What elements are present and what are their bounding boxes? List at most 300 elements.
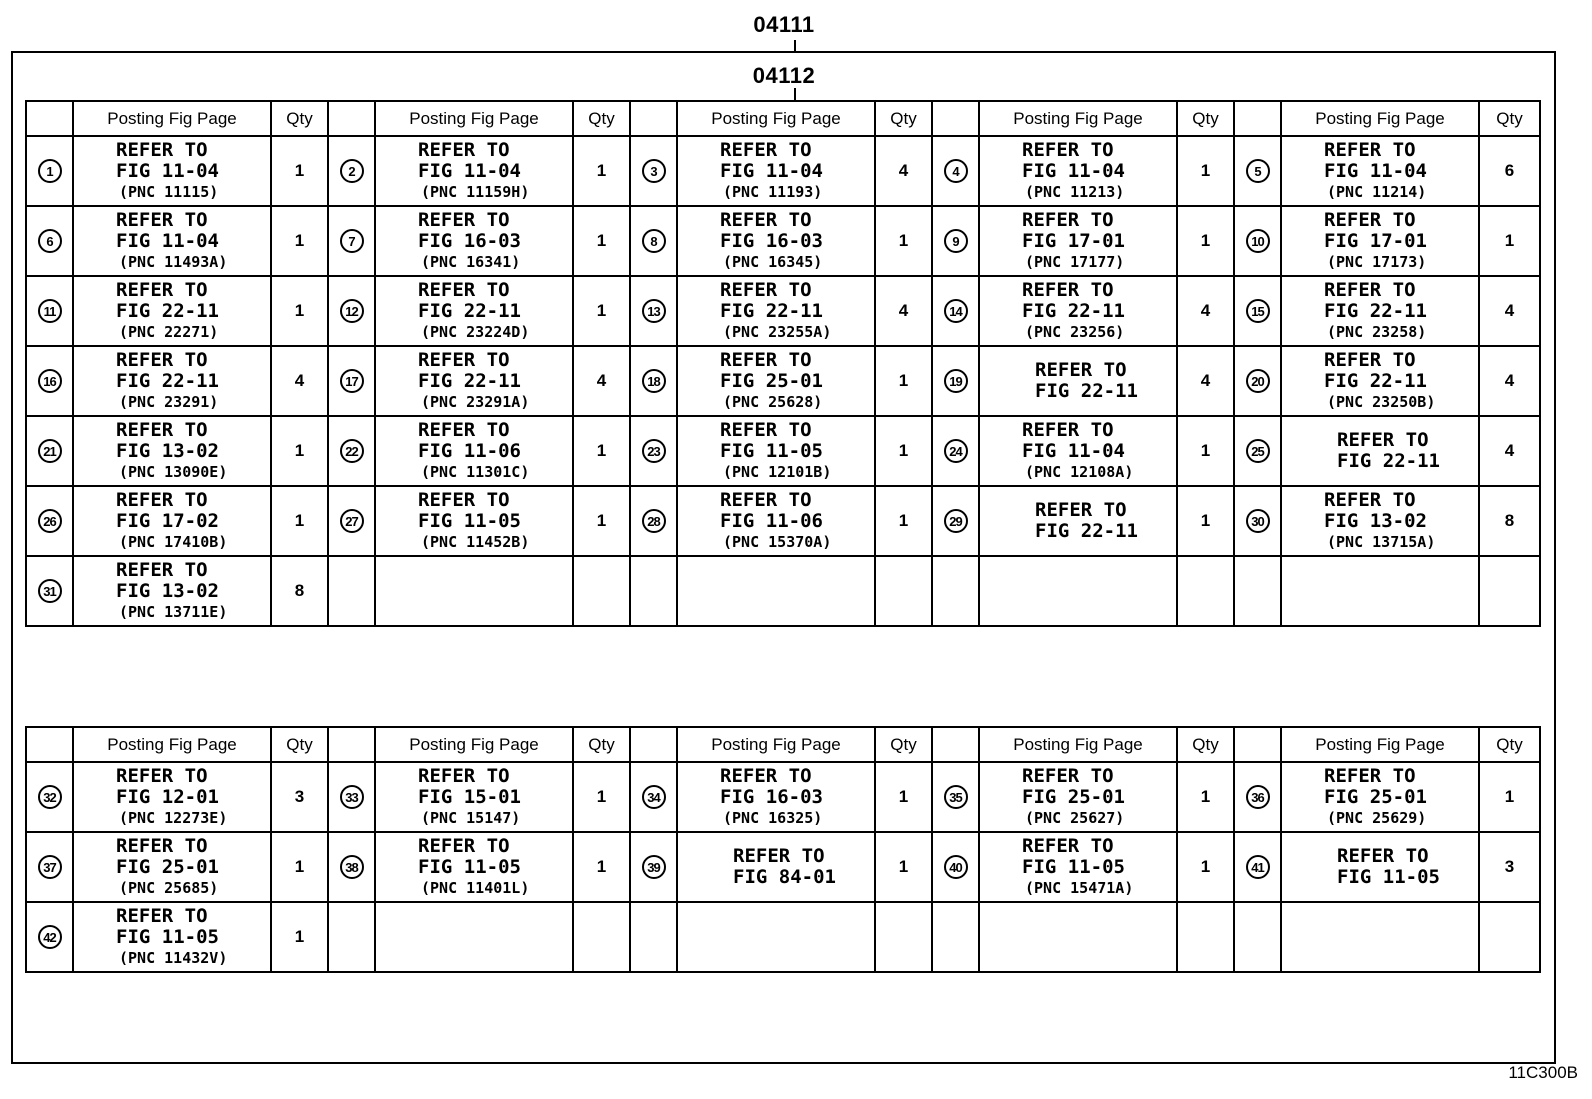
figure-reference: FIG 22-11 — [1324, 299, 1427, 322]
refer-to-label: REFER TO — [116, 904, 208, 927]
posting-ref-cell — [1281, 832, 1479, 902]
item-number-badge: 9 — [944, 229, 968, 253]
refer-to-text — [1282, 766, 1478, 829]
pnc-reference: (PNC 25628) — [723, 392, 823, 411]
item-number-badge: 11 — [38, 299, 62, 323]
refer-to-text — [1282, 350, 1478, 413]
posting-ref-cell — [73, 416, 271, 486]
item-number-cell — [26, 206, 73, 276]
table-row — [26, 136, 1540, 206]
item-number-badge: 38 — [340, 855, 364, 879]
item-number-cell — [630, 416, 677, 486]
figure-reference: FIG 11-04 — [418, 159, 521, 182]
qty-cell: 6 — [1479, 136, 1540, 206]
pnc-reference: (PNC 16341) — [421, 252, 521, 271]
refer-to-text — [1282, 430, 1478, 472]
pnc-reference: (PNC 15147) — [421, 808, 521, 827]
refer-to-label: REFER TO — [720, 138, 812, 161]
item-number-badge: 18 — [642, 369, 666, 393]
item-number-badge: 22 — [340, 439, 364, 463]
refer-to-text — [980, 836, 1176, 899]
qty-cell: 1 — [271, 206, 328, 276]
item-number-badge: 40 — [944, 855, 968, 879]
refer-to-label: REFER TO — [1022, 418, 1114, 441]
header-qty: Qty — [573, 727, 630, 762]
qty-cell: 4 — [1479, 276, 1540, 346]
qty-cell: 8 — [1479, 486, 1540, 556]
header-posting-fig-page: Posting Fig Page — [677, 101, 875, 136]
header-blank — [1234, 101, 1281, 136]
figure-reference: FIG 13-02 — [116, 579, 219, 602]
assembly-code-04111: 04111 — [753, 12, 815, 37]
item-number-cell — [1234, 832, 1281, 902]
refer-to-text — [376, 280, 572, 343]
posting-ref-cell — [1281, 206, 1479, 276]
refer-to-text — [74, 836, 270, 899]
refer-to-text — [980, 420, 1176, 483]
table-row — [26, 556, 1540, 626]
item-number-badge: 15 — [1246, 299, 1270, 323]
refer-to-text — [376, 836, 572, 899]
header-blank — [932, 727, 979, 762]
refer-to-text — [980, 766, 1176, 829]
qty-cell: 1 — [875, 762, 932, 832]
refer-to-text — [74, 766, 270, 829]
item-number-cell — [932, 486, 979, 556]
posting-ref-cell — [1281, 276, 1479, 346]
item-number-badge: 24 — [944, 439, 968, 463]
item-number-badge: 2 — [340, 159, 364, 183]
assembly-code-04112: 04112 — [752, 63, 816, 88]
qty-cell: 1 — [271, 832, 328, 902]
refer-to-label: REFER TO — [418, 418, 510, 441]
item-number-cell — [26, 346, 73, 416]
refer-to-text — [980, 210, 1176, 273]
item-number-cell — [26, 902, 73, 972]
qty-cell: 1 — [271, 276, 328, 346]
posting-ref-cell — [979, 206, 1177, 276]
figure-reference: FIG 22-11 — [1324, 369, 1427, 392]
posting-ref-cell — [1281, 556, 1479, 626]
item-number-cell — [630, 346, 677, 416]
qty-cell — [1479, 902, 1540, 972]
refer-to-text — [376, 140, 572, 203]
posting-ref-cell — [375, 276, 573, 346]
refer-to-label: REFER TO — [418, 348, 510, 371]
refer-to-label: REFER TO — [116, 418, 208, 441]
header-qty: Qty — [875, 101, 932, 136]
posting-ref-cell — [1281, 416, 1479, 486]
refer-to-text — [678, 140, 874, 203]
item-number-cell — [932, 136, 979, 206]
refer-to-label: REFER TO — [1022, 278, 1114, 301]
refer-to-label: REFER TO — [720, 488, 812, 511]
item-number-cell — [630, 902, 677, 972]
item-number-badge: 34 — [642, 785, 666, 809]
qty-cell: 1 — [1177, 416, 1234, 486]
posting-ref-cell — [979, 136, 1177, 206]
figure-reference: FIG 11-04 — [1022, 159, 1125, 182]
qty-cell — [1479, 556, 1540, 626]
refer-to-text — [678, 350, 874, 413]
figure-reference: FIG 25-01 — [1022, 785, 1125, 808]
figure-reference: FIG 11-05 — [1022, 855, 1125, 878]
qty-cell: 1 — [573, 276, 630, 346]
figure-reference: FIG 25-01 — [1324, 785, 1427, 808]
refer-to-text — [678, 280, 874, 343]
item-number-cell — [1234, 486, 1281, 556]
refer-to-text — [74, 490, 270, 553]
qty-cell — [1177, 902, 1234, 972]
posting-ref-cell — [375, 206, 573, 276]
figure-reference: FIG 11-05 — [1337, 866, 1440, 888]
refer-to-label: REFER TO — [418, 208, 510, 231]
refer-to-text — [980, 140, 1176, 203]
posting-ref-cell — [1281, 346, 1479, 416]
refer-to-label: REFER TO — [116, 208, 208, 231]
item-number-cell — [26, 416, 73, 486]
header-blank — [328, 101, 375, 136]
qty-cell: 1 — [271, 902, 328, 972]
refer-to-label: REFER TO — [1022, 764, 1114, 787]
item-number-badge: 16 — [38, 369, 62, 393]
item-number-badge: 32 — [38, 785, 62, 809]
item-number-badge: 1 — [38, 159, 62, 183]
refer-to-text — [376, 420, 572, 483]
item-number-cell — [328, 416, 375, 486]
pnc-reference: (PNC 13715A) — [1327, 532, 1436, 551]
item-number-cell — [328, 486, 375, 556]
header-posting-fig-page: Posting Fig Page — [375, 101, 573, 136]
item-number-badge: 3 — [642, 159, 666, 183]
posting-ref-cell — [73, 346, 271, 416]
pnc-reference: (PNC 11213) — [1025, 182, 1125, 201]
figure-reference: FIG 11-06 — [418, 439, 521, 462]
figure-reference: FIG 22-11 — [1337, 450, 1440, 472]
posting-ref-cell — [73, 762, 271, 832]
pnc-reference: (PNC 16325) — [723, 808, 823, 827]
refer-to-label: REFER TO — [116, 488, 208, 511]
refer-to-label: REFER TO — [1324, 138, 1416, 161]
refer-to-label: REFER TO — [418, 278, 510, 301]
qty-cell: 1 — [573, 136, 630, 206]
refer-to-text — [1282, 210, 1478, 273]
posting-ref-cell — [1281, 902, 1479, 972]
figure-reference: FIG 25-01 — [720, 369, 823, 392]
item-number-cell — [328, 136, 375, 206]
posting-ref-cell — [677, 416, 875, 486]
figure-reference: FIG 25-01 — [116, 855, 219, 878]
posting-ref-cell — [677, 902, 875, 972]
parts-table-2 — [25, 726, 1541, 973]
table-row — [26, 902, 1540, 972]
qty-cell: 1 — [875, 486, 932, 556]
item-number-cell — [932, 902, 979, 972]
figure-reference: FIG 16-03 — [720, 229, 823, 252]
qty-cell: 1 — [271, 416, 328, 486]
posting-ref-cell — [677, 762, 875, 832]
pnc-reference: (PNC 11159H) — [421, 182, 530, 201]
qty-cell: 1 — [271, 486, 328, 556]
item-number-cell — [630, 486, 677, 556]
item-number-cell — [932, 556, 979, 626]
qty-cell — [573, 556, 630, 626]
pnc-reference: (PNC 11493A) — [119, 252, 228, 271]
pnc-reference: (PNC 11193) — [723, 182, 823, 201]
header-posting-fig-page: Posting Fig Page — [73, 101, 271, 136]
qty-cell: 4 — [1479, 416, 1540, 486]
item-number-badge: 36 — [1246, 785, 1270, 809]
qty-cell: 1 — [875, 416, 932, 486]
figure-reference: FIG 11-05 — [418, 509, 521, 532]
figure-reference: FIG 16-03 — [418, 229, 521, 252]
refer-to-text — [980, 280, 1176, 343]
figure-reference: FIG 11-05 — [418, 855, 521, 878]
refer-to-label: REFER TO — [1035, 499, 1127, 521]
posting-ref-cell — [73, 276, 271, 346]
figure-reference: FIG 13-02 — [116, 439, 219, 462]
refer-to-label: REFER TO — [1022, 834, 1114, 857]
item-number-badge: 35 — [944, 785, 968, 809]
item-number-badge: 25 — [1246, 439, 1270, 463]
refer-to-text — [74, 140, 270, 203]
refer-to-label: REFER TO — [116, 278, 208, 301]
header-posting-fig-page: Posting Fig Page — [1281, 727, 1479, 762]
item-number-badge: 28 — [642, 509, 666, 533]
figure-reference: FIG 11-06 — [720, 509, 823, 532]
refer-to-label: REFER TO — [116, 764, 208, 787]
pnc-reference: (PNC 16345) — [723, 252, 823, 271]
pnc-reference: (PNC 23258) — [1327, 322, 1427, 341]
item-number-cell — [1234, 346, 1281, 416]
qty-cell — [573, 902, 630, 972]
refer-to-label: REFER TO — [116, 558, 208, 581]
table-row — [26, 832, 1540, 902]
qty-cell: 1 — [875, 346, 932, 416]
refer-to-text — [1282, 490, 1478, 553]
posting-ref-cell — [979, 486, 1177, 556]
qty-cell: 1 — [271, 136, 328, 206]
figure-reference: FIG 11-04 — [116, 159, 219, 182]
pnc-reference: (PNC 11115) — [119, 182, 219, 201]
qty-cell: 1 — [875, 206, 932, 276]
figure-reference: FIG 16-03 — [720, 785, 823, 808]
header-blank — [630, 727, 677, 762]
figure-reference: FIG 22-11 — [720, 299, 823, 322]
figure-reference: FIG 13-02 — [1324, 509, 1427, 532]
item-number-badge: 13 — [642, 299, 666, 323]
refer-to-label: REFER TO — [1324, 764, 1416, 787]
qty-cell: 1 — [875, 832, 932, 902]
refer-to-label: REFER TO — [116, 834, 208, 857]
refer-to-text — [678, 846, 874, 888]
figure-reference: FIG 11-05 — [116, 925, 219, 948]
posting-ref-cell — [1281, 762, 1479, 832]
qty-cell: 1 — [1479, 206, 1540, 276]
header-posting-fig-page: Posting Fig Page — [375, 727, 573, 762]
posting-ref-cell — [375, 136, 573, 206]
item-number-badge: 31 — [38, 579, 62, 603]
pnc-reference: (PNC 13090E) — [119, 462, 228, 481]
item-number-cell — [932, 206, 979, 276]
item-number-cell — [26, 762, 73, 832]
item-number-badge: 29 — [944, 509, 968, 533]
pnc-reference: (PNC 17410B) — [119, 532, 228, 551]
qty-cell — [875, 556, 932, 626]
refer-to-text — [74, 280, 270, 343]
header-qty: Qty — [875, 727, 932, 762]
figure-reference: FIG 12-01 — [116, 785, 219, 808]
item-number-badge: 14 — [944, 299, 968, 323]
figure-reference: FIG 11-05 — [720, 439, 823, 462]
item-number-cell — [932, 416, 979, 486]
item-number-cell — [328, 902, 375, 972]
pnc-reference: (PNC 11301C) — [421, 462, 530, 481]
pnc-reference: (PNC 23256) — [1025, 322, 1125, 341]
header-blank — [26, 727, 73, 762]
figure-reference: FIG 15-01 — [418, 785, 521, 808]
posting-ref-cell — [375, 556, 573, 626]
posting-ref-cell — [375, 832, 573, 902]
header-row — [26, 101, 1540, 136]
item-number-cell — [630, 556, 677, 626]
refer-to-label: REFER TO — [1324, 488, 1416, 511]
refer-to-label: REFER TO — [418, 138, 510, 161]
header-posting-fig-page: Posting Fig Page — [979, 727, 1177, 762]
refer-to-text — [980, 500, 1176, 542]
refer-to-text — [376, 350, 572, 413]
item-number-cell — [328, 346, 375, 416]
qty-cell: 1 — [1177, 832, 1234, 902]
table-row — [26, 206, 1540, 276]
qty-cell: 4 — [875, 136, 932, 206]
pnc-reference: (PNC 23291A) — [421, 392, 530, 411]
figure-reference: FIG 22-11 — [1022, 299, 1125, 322]
refer-to-text — [74, 420, 270, 483]
item-number-cell — [630, 832, 677, 902]
refer-to-label: REFER TO — [1324, 208, 1416, 231]
pnc-reference: (PNC 22271) — [119, 322, 219, 341]
item-number-badge: 20 — [1246, 369, 1270, 393]
item-number-badge: 33 — [340, 785, 364, 809]
refer-to-label: REFER TO — [720, 418, 812, 441]
figure-reference: FIG 22-11 — [116, 299, 219, 322]
item-number-badge: 6 — [38, 229, 62, 253]
qty-cell: 1 — [573, 832, 630, 902]
figure-reference: FIG 11-04 — [1324, 159, 1427, 182]
item-number-badge: 7 — [340, 229, 364, 253]
table-row — [26, 276, 1540, 346]
pnc-reference: (PNC 17177) — [1025, 252, 1125, 271]
pnc-reference: (PNC 13711E) — [119, 602, 228, 621]
item-number-cell — [1234, 762, 1281, 832]
qty-cell: 1 — [1177, 136, 1234, 206]
refer-to-text — [678, 420, 874, 483]
posting-ref-cell — [979, 902, 1177, 972]
posting-ref-cell — [677, 276, 875, 346]
item-number-cell — [932, 832, 979, 902]
header-qty: Qty — [1177, 727, 1234, 762]
item-number-cell — [26, 136, 73, 206]
posting-ref-cell — [677, 346, 875, 416]
item-number-cell — [1234, 276, 1281, 346]
refer-to-text — [376, 210, 572, 273]
item-number-cell — [328, 832, 375, 902]
item-number-badge: 39 — [642, 855, 666, 879]
item-number-badge: 21 — [38, 439, 62, 463]
item-number-cell — [328, 556, 375, 626]
refer-to-label: REFER TO — [1022, 138, 1114, 161]
qty-cell: 4 — [875, 276, 932, 346]
refer-to-text — [376, 766, 572, 829]
table-row — [26, 762, 1540, 832]
item-number-cell — [1234, 902, 1281, 972]
item-number-badge: 17 — [340, 369, 364, 393]
figure-reference: FIG 22-11 — [418, 369, 521, 392]
item-number-badge: 26 — [38, 509, 62, 533]
qty-cell: 1 — [573, 206, 630, 276]
posting-ref-cell — [979, 346, 1177, 416]
pnc-reference: (PNC 15370A) — [723, 532, 832, 551]
pnc-reference: (PNC 11452B) — [421, 532, 530, 551]
refer-to-label: REFER TO — [1022, 208, 1114, 231]
qty-cell: 1 — [1479, 762, 1540, 832]
header-blank — [26, 101, 73, 136]
figure-reference: FIG 17-01 — [1022, 229, 1125, 252]
refer-to-label: REFER TO — [720, 278, 812, 301]
item-number-cell — [630, 276, 677, 346]
item-number-cell — [26, 486, 73, 556]
refer-to-label: REFER TO — [720, 208, 812, 231]
refer-to-label: REFER TO — [720, 764, 812, 787]
posting-ref-cell — [677, 486, 875, 556]
posting-ref-cell — [73, 556, 271, 626]
qty-cell: 4 — [271, 346, 328, 416]
qty-cell: 1 — [573, 416, 630, 486]
posting-ref-cell — [375, 346, 573, 416]
refer-to-label: REFER TO — [1337, 429, 1429, 451]
posting-ref-cell — [677, 206, 875, 276]
header-posting-fig-page: Posting Fig Page — [73, 727, 271, 762]
pnc-reference: (PNC 25627) — [1025, 808, 1125, 827]
posting-ref-cell — [73, 136, 271, 206]
pnc-reference: (PNC 12101B) — [723, 462, 832, 481]
posting-ref-cell — [375, 486, 573, 556]
posting-ref-cell — [1281, 136, 1479, 206]
refer-to-text — [74, 210, 270, 273]
refer-to-text — [1282, 140, 1478, 203]
refer-to-label: REFER TO — [720, 348, 812, 371]
item-number-cell — [328, 206, 375, 276]
refer-to-text — [678, 210, 874, 273]
refer-to-label: REFER TO — [1337, 845, 1429, 867]
item-number-badge: 19 — [944, 369, 968, 393]
refer-to-label: REFER TO — [116, 348, 208, 371]
item-number-badge: 8 — [642, 229, 666, 253]
refer-to-text — [1282, 280, 1478, 343]
item-number-cell — [630, 206, 677, 276]
item-number-cell — [1234, 556, 1281, 626]
item-number-badge: 41 — [1246, 855, 1270, 879]
header-blank — [328, 727, 375, 762]
header-blank — [1234, 727, 1281, 762]
header-qty: Qty — [1479, 101, 1540, 136]
posting-ref-cell — [73, 486, 271, 556]
item-number-badge: 4 — [944, 159, 968, 183]
refer-to-label: REFER TO — [1324, 278, 1416, 301]
pnc-reference: (PNC 23250B) — [1327, 392, 1436, 411]
item-number-badge: 42 — [38, 925, 62, 949]
